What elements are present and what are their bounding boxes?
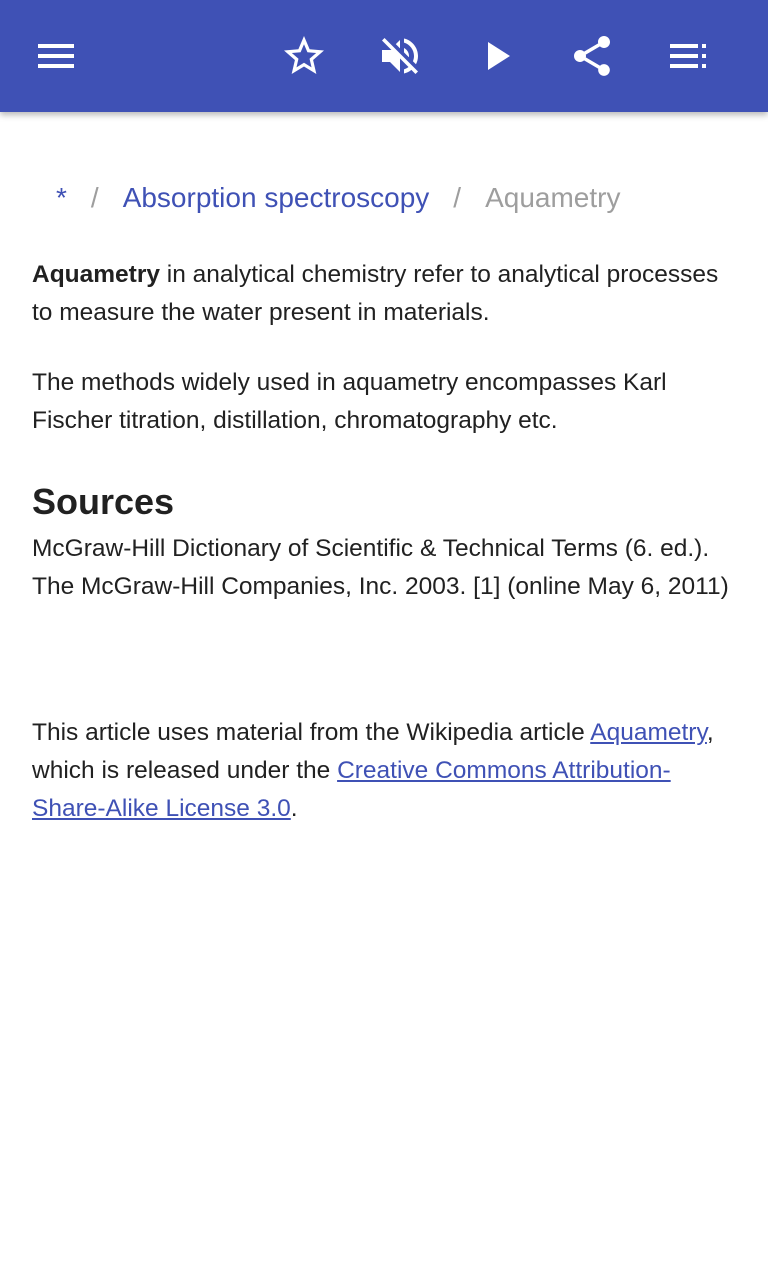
mute-button[interactable] [364, 20, 436, 92]
share-button[interactable] [556, 20, 628, 92]
sources-heading: Sources [32, 481, 175, 522]
play-button[interactable] [460, 20, 532, 92]
attribution-prefix: This article uses material from the Wikipedia article [32, 719, 591, 746]
attribution-suffix: . [290, 795, 298, 822]
breadcrumb-current: Aquametry [485, 182, 621, 213]
volume-off-icon [376, 32, 424, 80]
wikipedia-article-link[interactable]: Aquametry [590, 719, 707, 746]
playlist-icon [664, 32, 712, 80]
app-bar [0, 0, 768, 112]
license-link[interactable]: Creative Commons Attribution-Share-Alike License 3.0 [32, 757, 671, 822]
intro-paragraph [32, 256, 736, 332]
menu-button[interactable] [20, 20, 92, 92]
attribution-middle: , which is released under the [32, 719, 714, 784]
star-outline-icon [280, 32, 328, 80]
play-icon [472, 32, 520, 80]
contents-button[interactable] [652, 20, 724, 92]
breadcrumb-parent-link[interactable]: Absorption spectroscopy [122, 182, 430, 213]
sources-text: McGraw-Hill Dictionary of Scientific & Technical Terms (6. ed.). The McGraw-Hill Companies, Inc. 2003. [1] (online May 6, 2011) [32, 535, 729, 600]
menu-icon [32, 32, 80, 80]
attribution-paragraph [32, 714, 736, 828]
article-term: Aquametry [32, 261, 160, 288]
share-icon [568, 32, 616, 80]
breadcrumb-separator: / [90, 182, 99, 213]
favorite-button[interactable] [268, 20, 340, 92]
breadcrumb [56, 178, 620, 218]
intro-text: in analytical chemistry refer to analytical processes to measure the water present in materials. [32, 261, 719, 326]
breadcrumb-home-link[interactable]: * [56, 182, 67, 213]
methods-paragraph: The methods widely used in aquametry encompasses Karl Fischer titration, distillation, chromatography etc. [32, 369, 667, 434]
breadcrumb-separator: / [453, 182, 462, 213]
